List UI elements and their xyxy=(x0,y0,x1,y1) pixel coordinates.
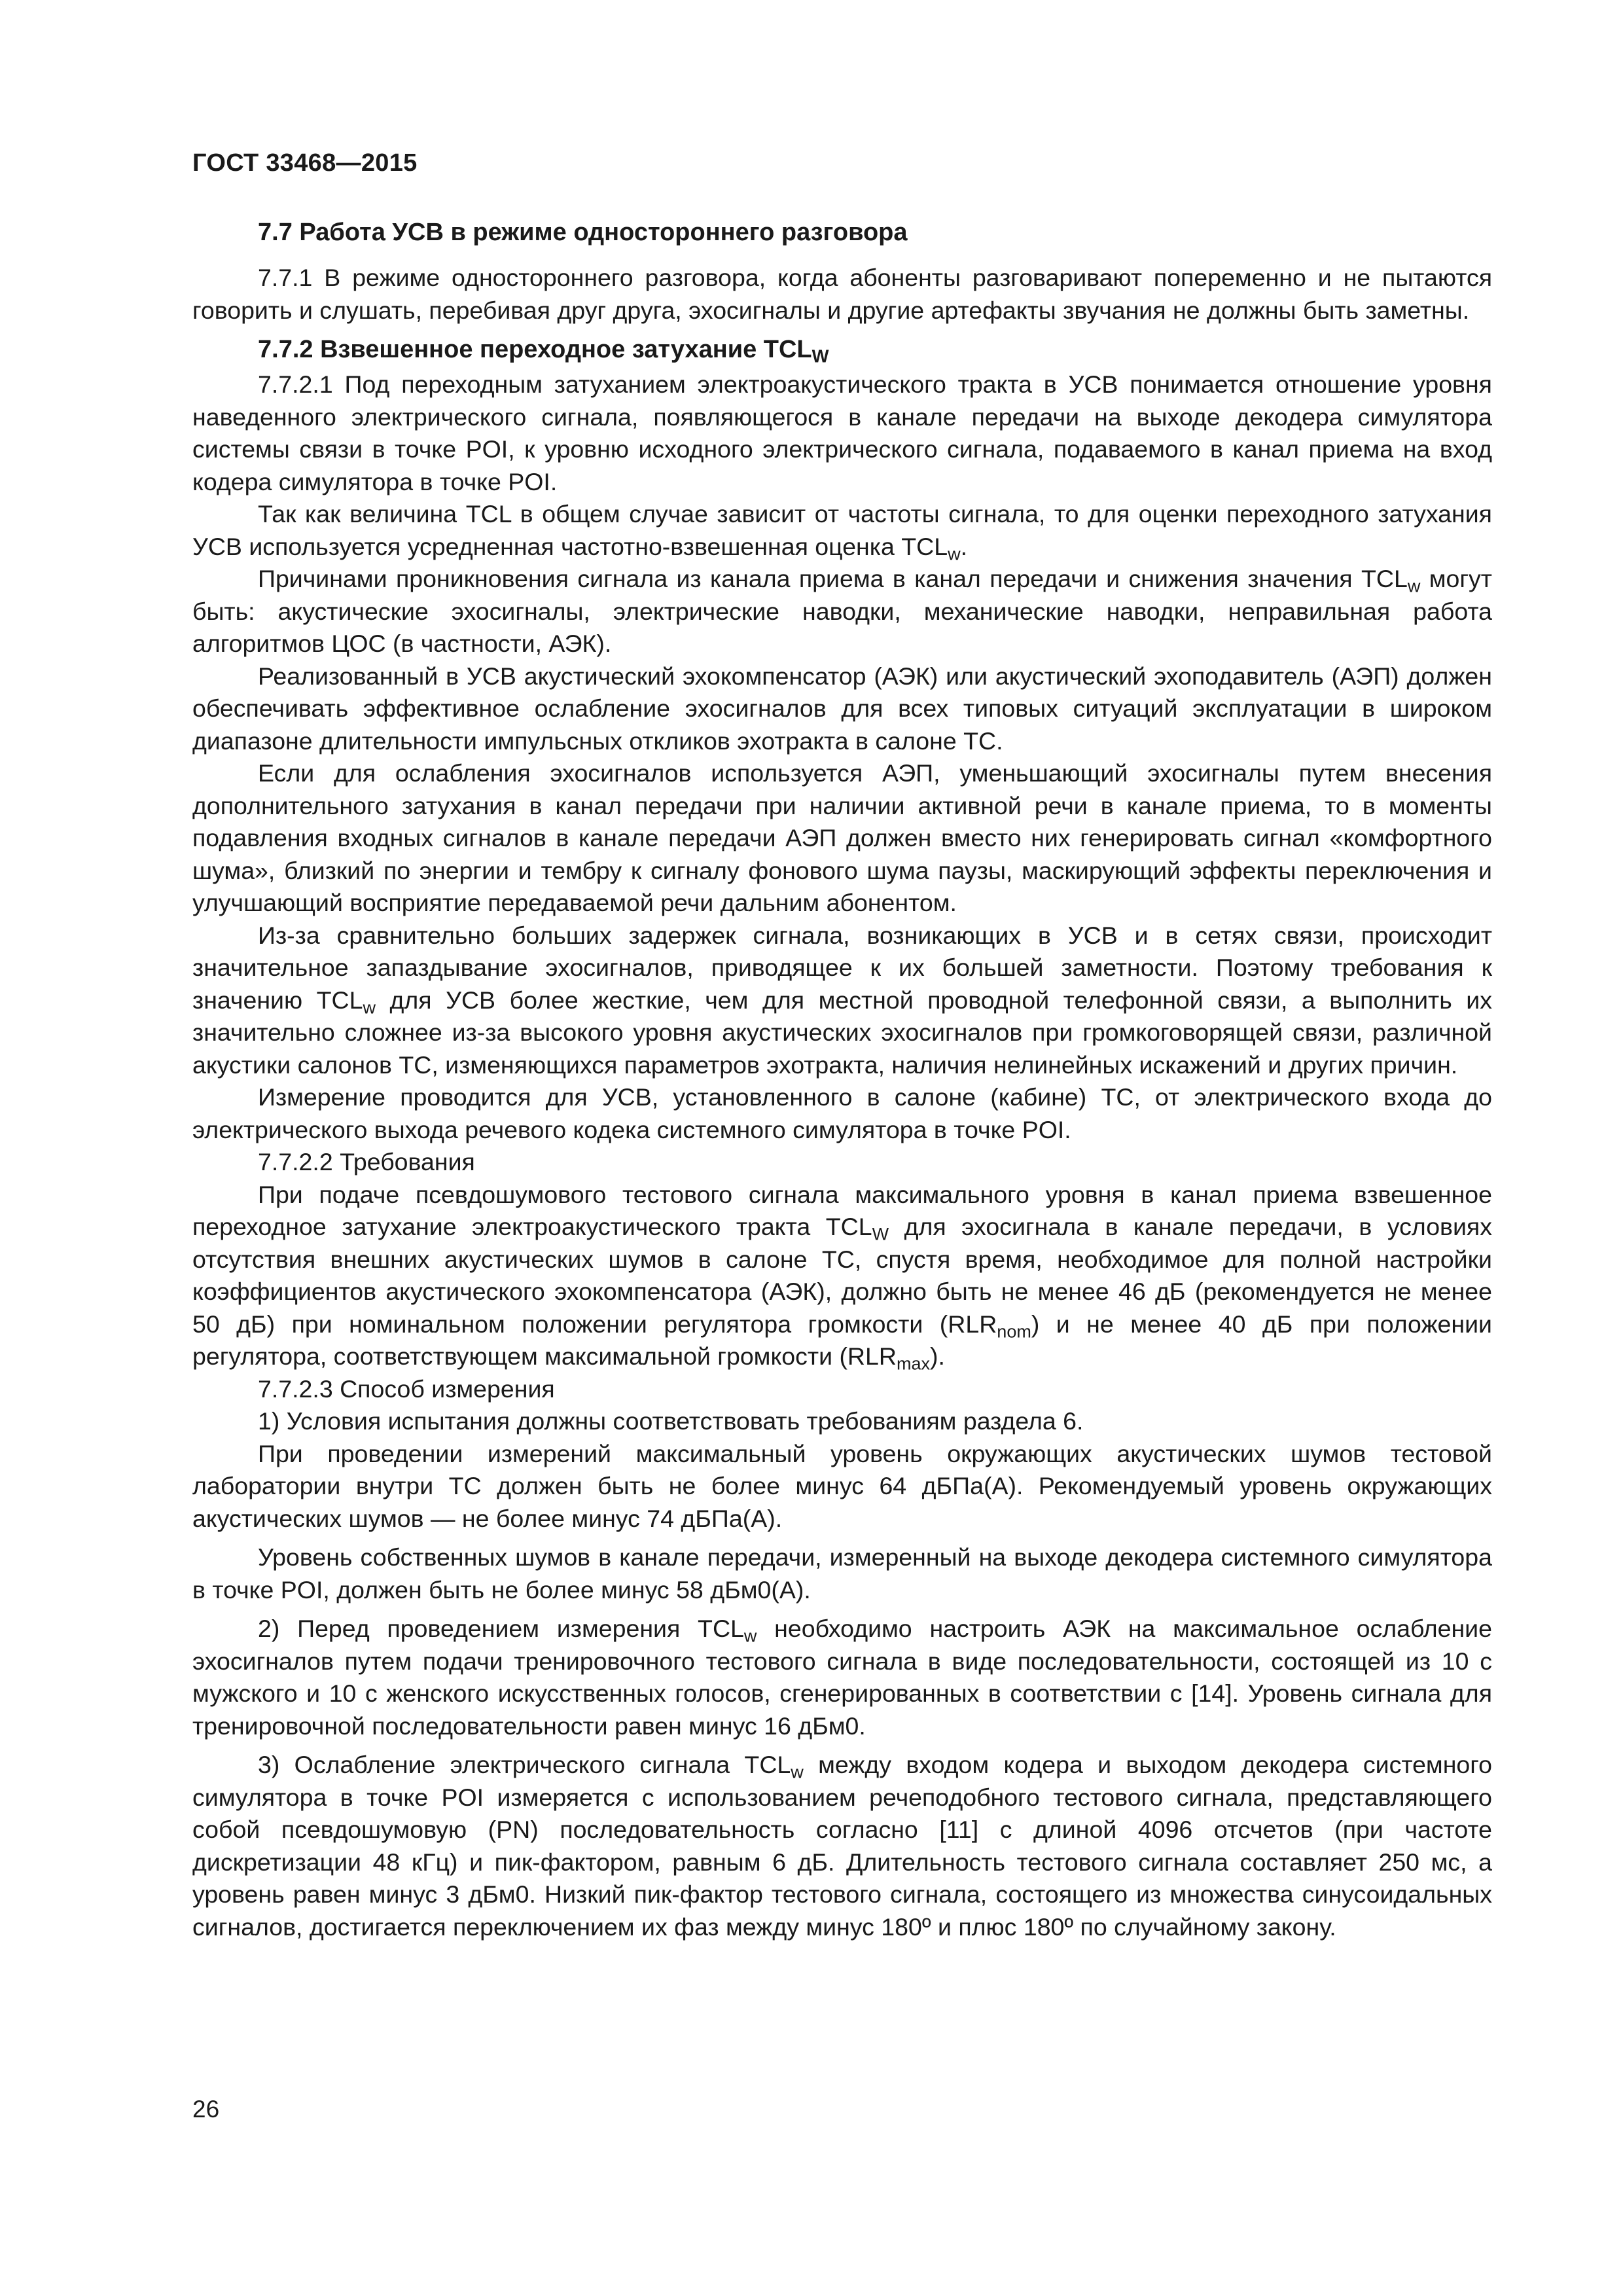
subscript: w xyxy=(948,544,961,564)
paragraph-7-7-2-1: 7.7.2.1 Под переходным затуханием электроакустического тракта в УСВ понимается отношение уровня наведенного электрического сигнала, появляющегося в канале передачи на выходе декодера симулятора системы связи в точке POI, к уровню исходного электрического сигнала, подаваемого в канал приема на вход кодера симулятора в точке POI. xyxy=(192,370,1492,495)
section-title-7-7-2-text: 7.7.2 Взвешенное переходное затухание TCL xyxy=(258,336,812,363)
text-run: для УСВ более жесткие, чем для местной проводной телефонной связи, а выполнить их значительно сложнее из-за высокого уровня акустических эхосигналов при громкоговорящей связи, различной акустики салонов ТС, изменяющихся параметров эхотракта, наличия нелинейных искажений и других причин. xyxy=(192,986,1493,1079)
text-run: необходимо настроить АЭК на максимальное ослабление эхосигналов путем подачи тренировочного тестового сигнала в виде последовательности, состоящей из 10 с мужского и 10 с женского искусственных голосов, сгенерированных в соответствии с [14]. Уровень сигнала для тренировочной последовательности равен минус 16 дБм0. xyxy=(192,1615,1492,1740)
paragraph-measurement-scope: Измерение проводится для УСВ, установленного в салоне (кабине) ТС, от электрического входа до электрического выхода речевого кодека системного симулятора в точке POI. xyxy=(192,1083,1492,1143)
paragraph-delays xyxy=(192,920,1492,1082)
subsection-title-7-7-2-2: 7.7.2.2 Требования xyxy=(258,1148,475,1175)
document-header: ГОСТ 33468—2015 xyxy=(192,149,418,177)
subscript: nom xyxy=(997,1321,1031,1342)
text-run: . xyxy=(960,532,968,560)
subscript: max xyxy=(896,1354,930,1374)
subscript: W xyxy=(872,1224,889,1244)
text-run: 3) Ослабление электрического сигнала TCL xyxy=(258,1751,791,1778)
section-title-7-7: 7.7 Работа УСВ в режиме одностороннего разговора xyxy=(258,219,908,246)
paragraph-causes xyxy=(192,563,1492,660)
text-run: для эхосигнала в канале передачи, в условиях отсутствия внешних акустических шумов в салоне ТС, спустя время, необходимое для полной настройки коэффициентов акустического эхокомпенсатора (АЭК), должно быть не менее 46 дБ (рекомендуется не менее 50 дБ) при номинальном положении регулятора громкости (RLR xyxy=(192,1213,1492,1338)
text-run: Причинами проникновения сигнала из канала приема в канал передачи и снижения значения TCL xyxy=(258,565,1408,592)
subscript: w xyxy=(363,997,376,1018)
paragraph-step-3 xyxy=(192,1749,1492,1943)
paragraph-aec: Реализованный в УСВ акустический эхокомпенсатор (АЭК) или акустический эхоподавитель (АЭП) должен обеспечивать эффективное ослабление эхосигналов для всех типовых ситуаций эксплуатации в широком диапазоне длительности импульсных откликов эхотракта в салоне ТС. xyxy=(192,662,1492,755)
paragraph-7-7-1: 7.7.1 В режиме одностороннего разговора, когда абоненты разговаривают попеременно и не пытаются говорить и слушать, перебивая друг друга, эхосигналы и другие артефакты звучания не должны быть заметны. xyxy=(192,264,1492,324)
subscript: w xyxy=(743,1626,757,1646)
text-run: При подаче псевдошумового тестового сигнала максимального уровня в канал приема взвешенное переходное затухание электроакустического тракта TCL xyxy=(192,1180,1492,1240)
text-run: ). xyxy=(929,1342,945,1370)
subscript: w xyxy=(1407,576,1421,596)
paragraph-ambient-noise: При проведении измерений максимальный уровень окружающих акустических шумов тестовой лаборатории внутри ТС должен быть не более минус 64 дБПа(А). Рекомендуемый уровень окружающих акустических шумов — не более минус 74 дБПа(А). xyxy=(192,1439,1492,1532)
text-run: Из-за сравнительно больших задержек сигнала, возникающих в УСВ и в сетях связи, происходит значительное запаздывание эхосигналов, приводящее к их большей заметности. Поэтому требования к значению TCL xyxy=(192,921,1492,1014)
text-run: Так как величина TCL в общем случае зависит от частоты сигнала, то для оценки переходного затухания УСВ используется усредненная частотно-взвешенная оценка TCL xyxy=(192,500,1492,560)
paragraph-tcl-frequency xyxy=(192,498,1492,563)
text-run: 2) Перед проведением измерения TCL xyxy=(258,1615,744,1642)
page-number: 26 xyxy=(192,2096,220,2123)
subscript: w xyxy=(791,1762,804,1782)
section-title-7-7-2 xyxy=(192,333,1492,366)
section-title-7-7-2-subscript: W xyxy=(812,346,829,367)
paragraph-aep: Если для ослабления эхосигналов используется АЭП, уменьшающий эхосигналы путем внесения дополнительного затухания в канал передачи при наличии активной речи в канале приема, то в моменты подавления входных сигналов в канале передачи АЭП должен вместо них генерировать сигнал «комфортного шума», близкий по энергии и тембру к сигналу фонового шума паузы, маскирующий эффекты переключения и улучшающий восприятие передаваемой речи дальним абонентом. xyxy=(192,759,1492,916)
text-run: ) и не менее 40 дБ при положении регулятора, соответствующем максимальной громкости (RLR xyxy=(192,1310,1493,1370)
paragraph-test-conditions: 1) Условия испытания должны соответствовать требованиям раздела 6. xyxy=(258,1407,1084,1435)
paragraph-own-noise: Уровень собственных шумов в канале передачи, измеренный на выходе декодера системного симулятора в точке POI, должен быть не более минус 58 дБм0(А). xyxy=(192,1543,1492,1604)
paragraph-requirements xyxy=(192,1179,1492,1373)
paragraph-step-2 xyxy=(192,1613,1492,1742)
document-body xyxy=(192,216,1492,1943)
text-run: могут быть: акустические эхосигналы, электрические наводки, механические наводки, неправильная работа алгоритмов ЦОС (в частности, АЭК). xyxy=(192,565,1492,657)
subsection-title-7-7-2-3: 7.7.2.3 Способ измерения xyxy=(258,1374,555,1403)
text-run: между входом кодера и выходом декодера системного симулятора в точке POI измеряется с использованием речеподобного тестового сигнала, представляющего собой псевдошумовую (PN) последовательность согласно [11] с длиной 4096 отсчетов (при частоте дискретизации 48 кГц) и пик-фактором, равным 6 дБ. Длительность тестового сигнала составляет 250 мс, а уровень равен минус 3 дБм0. Низкий пик-фактор тестового сигнала, состоящего из множества синусоидальных сигналов, достигается переключением их фаз между минус 180º и плюс 180º по случайному закону. xyxy=(192,1751,1492,1941)
